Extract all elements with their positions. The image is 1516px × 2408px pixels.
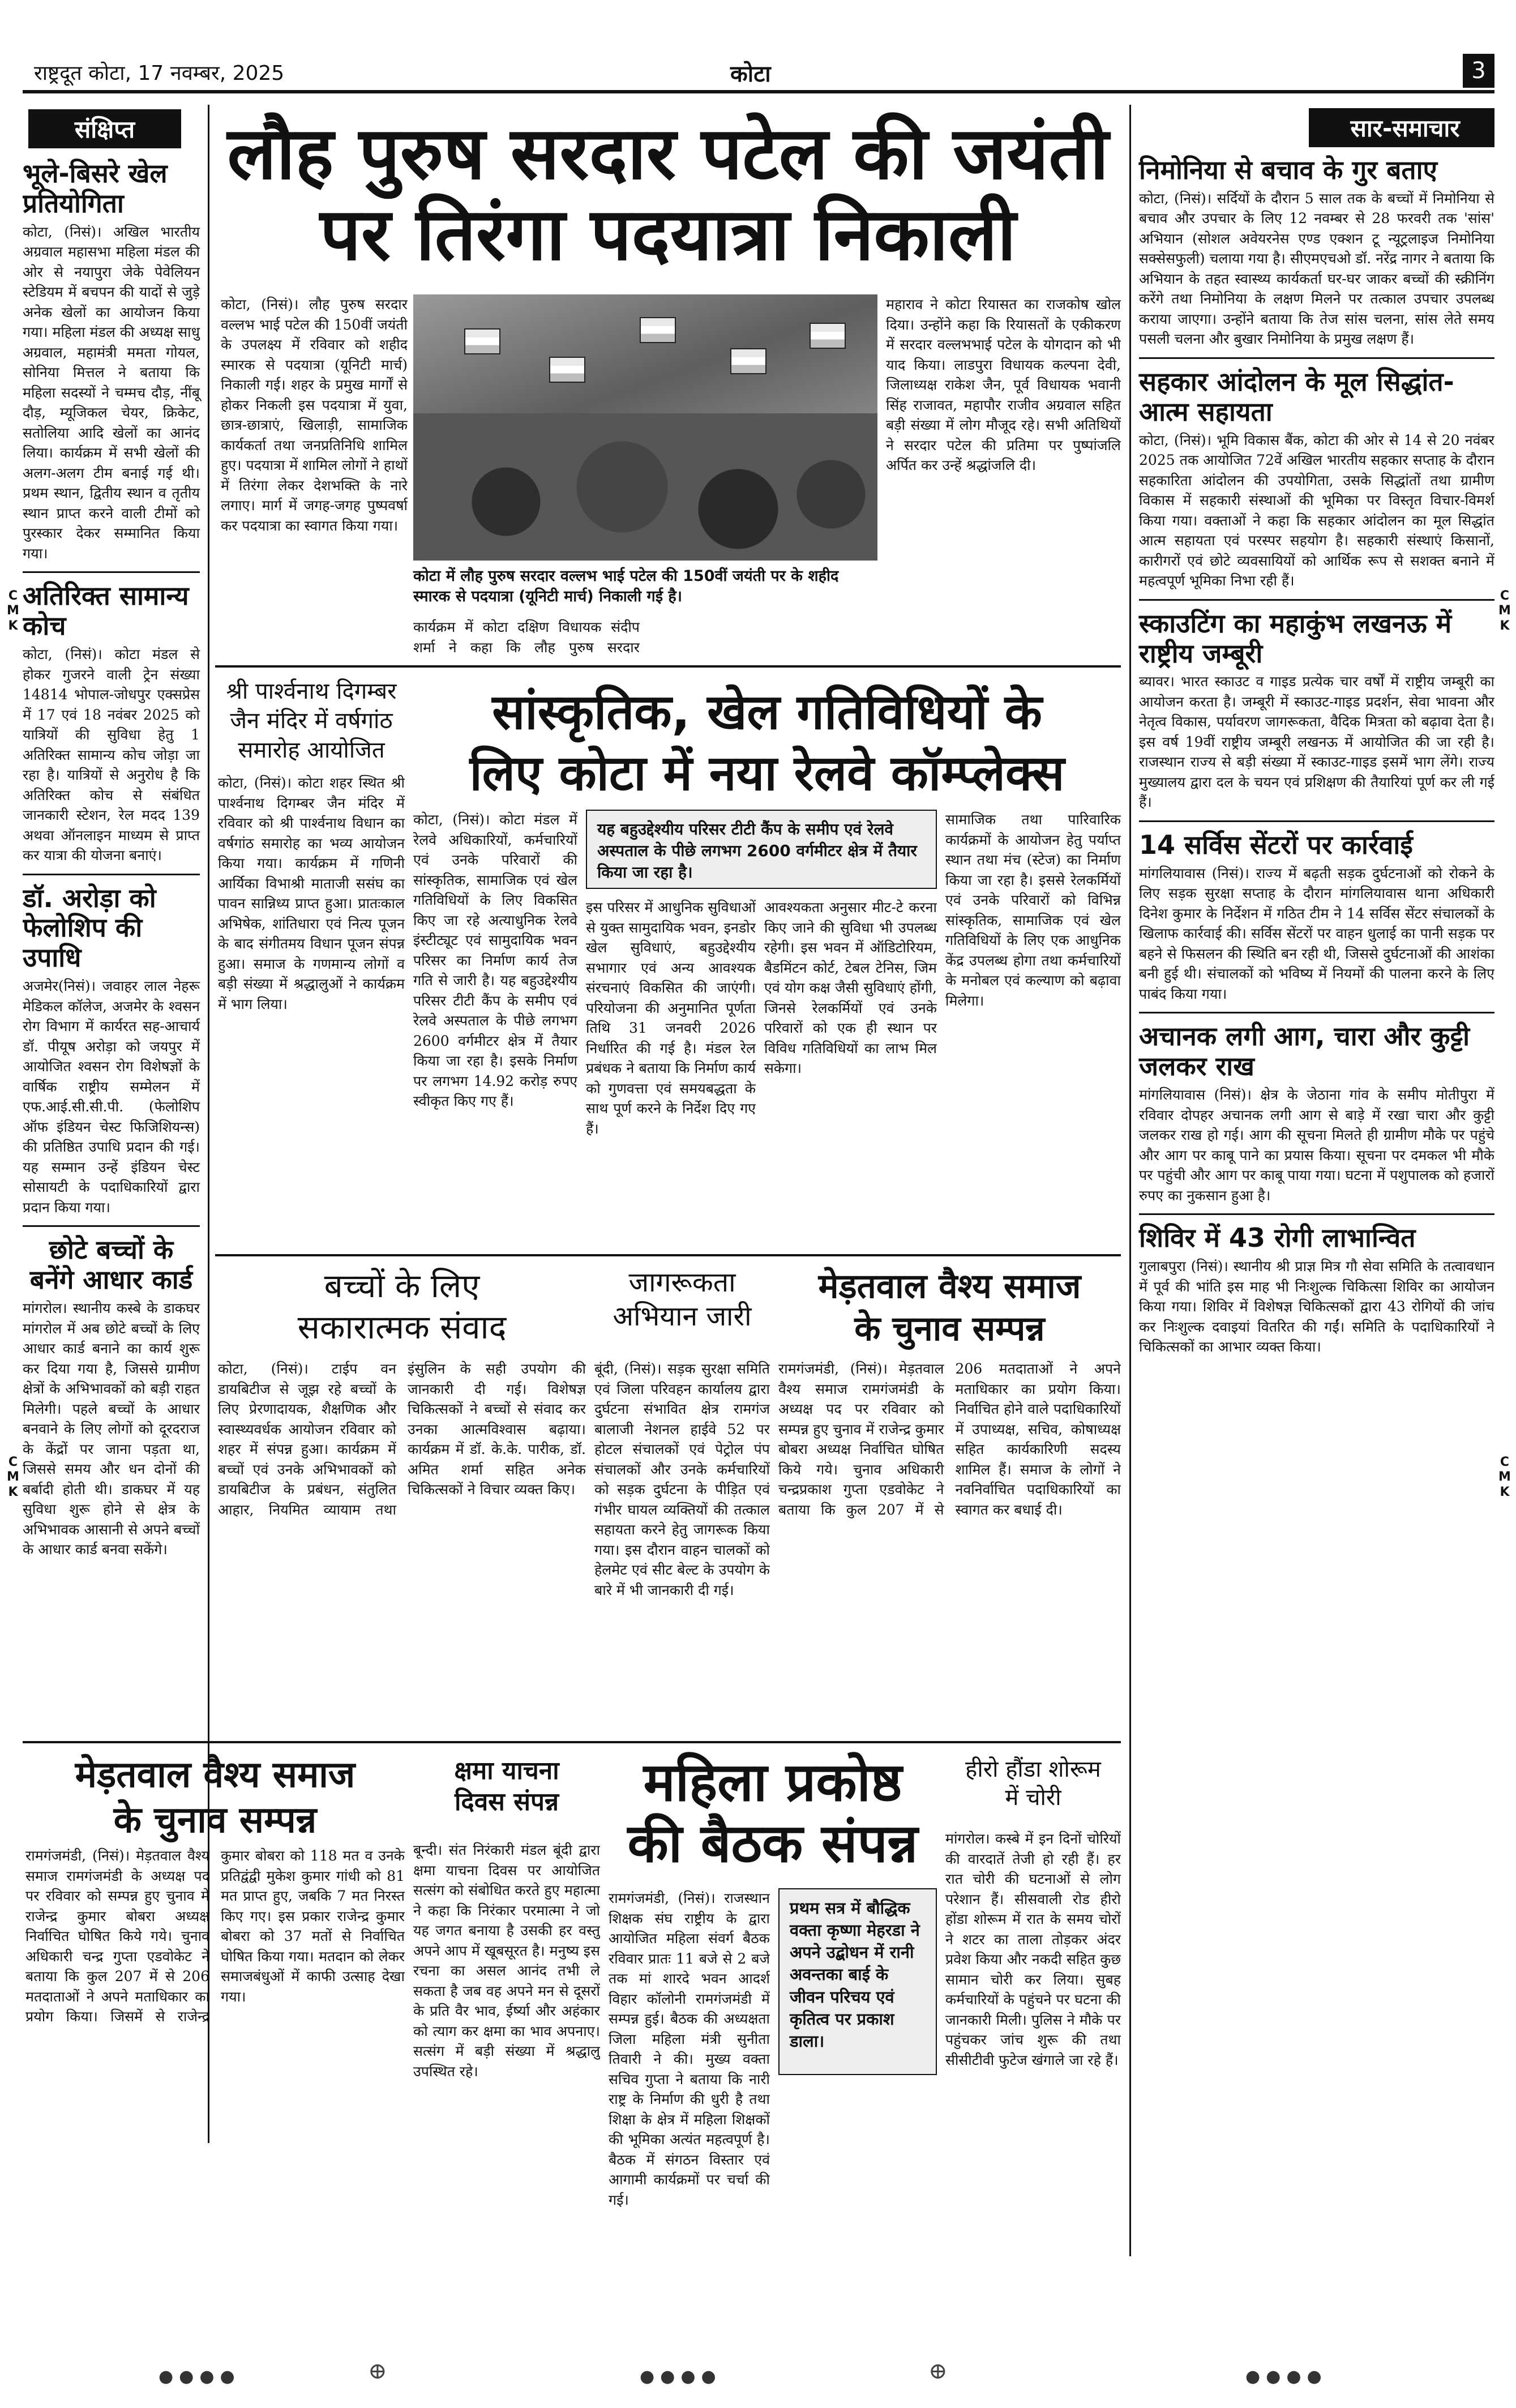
registration-dots: ●●●●: [159, 2367, 241, 2386]
lead-col1: [221, 294, 408, 640]
right-item-text: गुलाबपुरा (निसं)। स्थानीय श्री प्राज्ञ मित्र गौ सेवा समिति के तत्वावधान में पूर्व की भांति इस माह भी निःशुल्क चिकित्सा शिविर का आयोजन किया गया। शिविर में विशेषज्ञ चिकित्सकों द्वारा 43 रोगियों की जांच कर निःशुल्क दवाइयां वितरित की गईं। समिति के पदाधिकारियों ने चिकित्सकों का आभार व्यक्त किया।: [1139, 1258, 1494, 1355]
medtwal2-headline-line1: मेड़तवाल वैश्य समाज: [75, 1754, 356, 1796]
divider: [1139, 1213, 1494, 1215]
flag-icon: [810, 323, 846, 349]
medtwal1-headline-line1: मेड़तवाल वैश्य समाज: [818, 1267, 1081, 1306]
right-item-3: [1139, 609, 1494, 812]
railway-col4-text: सामाजिक तथा पारिवारिक कार्यक्रमों के आयोजन हेतु पर्याप्त स्थान तथा मंच (स्टेज) का निर्माण किया जा रहा है। इससे रेलकर्मियों एवं उनके परिवारों को विभिन्न सांस्कृतिक, सामाजिक एवं खेल गतिविधियों के लिए एक आधुनिक केंद्र उपलब्ध होगा तथा कर्मचारियों के मनोबल एवं कल्याण को बढ़ावा मिलेगा।: [945, 811, 1121, 1009]
children-text: कोटा, (निसं)। टाईप वन डायबिटीज से जूझ रहे बच्चों के लिए प्रेरणादायक, शैक्षणिक और स्वास्थ्यवर्धक आयोजन रविवार को शहर में संपन्न हुआ। कार्यक्रम में बच्चों एवं उनके अभिभावकों को डायबिटीज के प्रबंधन, संतुलित आहार, नियमित व्यायाम तथा इंसुलिन के सही उपयोग की जानकारी दी गई। विशेषज्ञ चिकित्सकों ने बच्चों से संवाद कर उनका आत्मविश्वास बढ़ाया। कार्यक्रम में डॉ. के.के. पारीक, डॉ. अमित शर्मा सहित अनेक चिकित्सकों ने विचार व्यक्त किए।: [218, 1361, 586, 1518]
medtwal2-story: [25, 1846, 405, 2253]
kshama-headline: [413, 1755, 600, 1834]
lead-photo-caption: कोटा में लौह पुरुष सरदार वल्लभ भाई पटेल की 150वीं जयंती पर के शहीद स्मारक से पदयात्रा (यूनिटी मार्च) निकाली गई है।: [413, 567, 839, 606]
cmk-mark-right-top: C M K: [1498, 589, 1511, 633]
medtwal2-headline: [25, 1752, 405, 1841]
right-item-title: 14 सर्विस सेंटरों पर कार्रवाई: [1139, 829, 1413, 860]
right-item-title: निमोनिया से बचाव के गुर बताए: [1139, 155, 1437, 185]
mahila-story-left: [609, 1888, 770, 2253]
hero-story: [945, 1829, 1121, 2253]
left-item-1: [23, 159, 200, 563]
lead-photo: [413, 294, 877, 561]
divider: [1139, 357, 1494, 359]
right-item-1: [1139, 155, 1494, 349]
lead-headline-line2: पर तिरंगा पदयात्रा निकाली: [320, 193, 1016, 277]
mahila-headline-line2: की बैठक संपन्न: [627, 1813, 918, 1875]
lead-headline-line1: लौह पुरुष सरदार पटेल की जयंती: [227, 112, 1109, 196]
right-item-title: शिविर में 43 रोगी लाभान्वित: [1139, 1222, 1416, 1254]
cmk-mark-left-bottom: C M K: [7, 1455, 19, 1499]
lead-col3-text: महाराव ने कोटा रियासत का राजकोष खोल दिया। उन्होंने कहा कि रियासतों के एकीकरण में सरदार वल्लभभाई पटेल के योगदान को भी याद किया। लाडपुरा विधायक कल्पना देवी, जिलाध्यक्ष राकेश जैन, पूर्व विधायक भवानी सिंह राजावत, महापौर राजीव अग्रवाल सहित बड़ी संख्या में लोग मौजूद रहे। सभी अतिथियों ने सरदार पटेल की प्रतिमा पर पुष्पांजलि अर्पित कर उन्हें श्रद्धांजलि दी।: [886, 296, 1121, 473]
left-item-4: [23, 1235, 200, 1559]
left-item-3: [23, 883, 200, 1218]
jagrukta-headline-line1: जागरूकता: [628, 1267, 736, 1298]
cmk-mark-right-bottom: C M K: [1498, 1455, 1511, 1499]
registration-dots: ●●●●: [1245, 2367, 1327, 2386]
masthead: [23, 54, 1494, 93]
crowd-shape: [413, 413, 877, 561]
parshvanath-text: कोटा, (निसं)। कोटा शहर स्थित श्री पार्श्वनाथ दिगम्बर जैन मंदिर में रविवार को श्री पार्श्वनाथ विधान का वर्षगांठ समारोह का भव्य आयोजन किया गया। कार्यक्रम में गणिनी आर्यिका विभाश्री माताजी ससंघ का पावन सान्निध्य प्राप्त हुआ। प्रातःकाल अभिषेक, शांतिधारा एवं नित्य पूजन के बाद संगीतमय विधान पूजन संपन्न हुआ। समाज के गणमान्य लोगों व बड़ी संख्या में श्रद्धालुओं ने कार्यक्रम में भाग लिया।: [218, 775, 405, 1012]
children-headline: [218, 1265, 586, 1350]
flag-icon: [464, 328, 500, 354]
kshama-headline-line2: दिवस संपन्न: [454, 1787, 559, 1816]
railway-col1-text: कोटा, (निसं)। कोटा मंडल में रेलवे अधिकारियों, कर्मचारियों एवं उनके परिवारों की सांस्कृतिक, सामाजिक एवं खेल गतिविधियों के लिए विकसित किए जा रहे अत्याधुनिक रेलवे इंस्टीट्यूट एवं सामुदायिक भवन परिसर का निर्माण कार्य तेज गति से जारी है। यह बहुउद्देश्यीय परिसर टीटी कैंप के समीप एवं रेलवे अस्पताल के पीछे लगभग 2600 वर्गमीटर क्षेत्र में तैयार किया जा रहा है। इसके निर्माण पर लगभग 14.92 करोड़ रुपए स्वीकृत किए गए हैं।: [413, 811, 577, 1109]
jagrukta-text: बूंदी, (निसं)। सड़क सुरक्षा समिति एवं जिला परिवहन कार्यालय द्वारा दुर्घटना संभावित क्षेत्र रामगंज बालाजी नेशनल हाईवे 52 पर होटल संचालकों एवं पेट्रोल पंप संचालकों और उनके कर्मचारियों को सड़क दुर्घटना के पीड़ित एवं गंभीर घायल व्यक्तियों की तत्काल सहायता करने हेतु जागरूक किया गया। इस दौरान वाहन चालकों को हेलमेट एवं सीट बेल्ट के उपयोग के बारे में भी जानकारी दी गई।: [594, 1361, 770, 1598]
medtwal1-text: रामगंजमंडी, (निसं)। मेड़तवाल वैश्य समाज रामगंजमंडी के अध्यक्ष पद पर रविवार को सम्पन्न हुए चुनाव में राजेन्द्र कुमार बोबरा अध्यक्ष निर्वाचित घोषित किये गये। चुनाव अधिकारी चन्द्रप्रकाश गुप्ता एडवोकेट ने बताया कि कुल 207 में से 206 मतदाताओं ने अपने मताधिकार का प्रयोग किया। निर्वाचित होने वाले पदाधिकारियों में उपाध्यक्ष, सचिव, कोषाध्यक्ष सहित कार्यकारिणी सदस्य शामिल हैं। समाज के लोगों ने नवनिर्वाचित पदाधिकारियों का स्वागत कर बधाई दी।: [778, 1361, 1121, 1518]
right-section-tag: सार-समाचार: [1309, 108, 1494, 147]
divider: [1139, 1012, 1494, 1013]
parshvanath-headline: श्री पार्श्वनाथ दिगम्बर जैन मंदिर में वर्षगांठ समारोह आयोजित: [226, 678, 397, 763]
jagrukta-headline: [594, 1265, 770, 1350]
children-story: [218, 1359, 586, 1733]
parshvanath-story: [218, 677, 405, 1248]
medtwal2-text: रामगंजमंडी, (निसं)। मेड़तवाल वैश्य समाज रामगंजमंडी के अध्यक्ष पद पर रविवार को सम्पन्न हुए चुनाव में राजेन्द्र कुमार बोबरा अध्यक्ष निर्वाचित घोषित किये गये। चुनाव अधिकारी चन्द्र गुप्ता एडवोकेट ने बताया कि कुल 207 में से 206 मतदाताओं ने अपने मताधिकार का प्रयोग किया। जिसमें से राजेन्द्र कुमार बोबरा को 118 मत व उनके प्रतिद्वंद्वी मुकेश कुमार गांधी को 81 मत प्राप्त हुए, जबकि 7 मत निरस्त किए गए। इस प्रकार राजेन्द्र कुमार बोबरा को 37 मतों से निर्वाचित घोषित किया गया। मतदान को लेकर समाजबंधुओं में काफी उत्साह देखा गया।: [25, 1847, 405, 2025]
left-section-tag: संक्षिप्त: [28, 109, 181, 148]
right-item-title: अचानक लगी आग, चारा और कुट्टी जलकर राख: [1139, 1021, 1470, 1082]
flag-icon: [549, 357, 585, 383]
right-item-4: [1139, 830, 1494, 1004]
railway-col2: [586, 897, 756, 1246]
crosshair-icon: ⊕: [928, 2358, 948, 2384]
masthead-date: राष्ट्रदूत कोटा, 17 नवम्बर, 2025: [34, 62, 285, 85]
cmk-mark-left-top: C M K: [7, 589, 19, 633]
divider: [215, 1254, 1121, 1256]
medtwal1-headline-line2: के चुनाव सम्पन्न: [854, 1309, 1045, 1349]
divider: [1139, 820, 1494, 822]
right-item-6: [1139, 1223, 1494, 1357]
masthead-city: कोटा: [730, 61, 771, 87]
left-item-text: अजमेर(निसं)। जवाहर लाल नेहरू मेडिकल कॉलेज, अजमेर के श्वसन रोग विभाग में कार्यरत सह-आचार्य डॉ. पीयूष अरोड़ा को जयपुर में आयोजित श्वसन रोग विशेषज्ञों के वार्षिक राष्ट्रीय सम्मेलन में एफ.आई.सी.सी.पी. (फेलोशिप ऑफ इंडियन चेस्ट फिजिशियन्स) की प्रतिष्ठित उपाधि प्रदान की गई। यह सम्मान उन्हें इंडियन चेस्ट सोसायटी के पदाधिकारियों द्वारा प्रदान किया गया।: [23, 978, 200, 1216]
hero-headline-line2: में चोरी: [1005, 1785, 1061, 1811]
flag-icon: [640, 317, 676, 343]
kshama-text: बून्दी। संत निरंकारी मंडल बूंदी द्वारा क्षमा याचना दिवस पर आयोजित सत्संग को संबोधित करते हुए महात्मा ने कहा कि निरंकार परमात्मा ने जो यह जगत बनाया है उसकी हर वस्तु अपने आप में खूबसूरत है। मनुष्य इस रचना का असल आनंद तभी ले सकता है जब वह अपने मन से दूसरों के प्रति वैर भाव, ईर्ष्या और अहंकार को त्याग कर क्षमा का भाव अपनाए। सत्संग में बड़ी संख्या में श्रद्धालु उपस्थित रहे।: [413, 1842, 600, 2080]
divider: [23, 1225, 200, 1227]
lead-col2: [413, 617, 640, 657]
page-number: 3: [1463, 54, 1494, 88]
right-item-title: स्काउटिंग का महाकुंभ लखनऊ में राष्ट्रीय जम्बूरी: [1139, 608, 1452, 669]
railway-headline: [413, 682, 1121, 801]
left-item-2: [23, 581, 200, 865]
right-sidebar: [1129, 105, 1494, 2256]
lead-col2-text: कार्यक्रम में कोटा दक्षिण विधायक संदीप शर्मा ने कहा कि लौह पुरुष सरदार: [413, 619, 640, 656]
railway-headline-line2: लिए कोटा में नया रेलवे कॉम्प्लेक्स: [469, 745, 1065, 802]
kshama-story: [413, 1840, 600, 2253]
crosshair-icon: ⊕: [368, 2358, 387, 2384]
mahila-quote: प्रथम सत्र में बौद्धिक वक्ता कृष्णा मेहरडा ने अपने उद्बोधन में रानी अवन्तका बाई के जीवन परिचय एवं कृतित्व पर प्रकाश डाला।: [778, 1888, 937, 2075]
left-item-text: कोटा, (निसं)। अखिल भारतीय अग्रवाल महासभा महिला मंडल की ओर से नयापुरा जेके पेवेलियन स्टेडियम में बचपन की यादों से जुड़े अनेक खेलों का आयोजन किया गया। महिला मंडल की अध्यक्ष साधु अग्रवाल, महामंत्री ममता गोयल, सोनिया मित्तल ने बताया कि महिला सदस्यों ने चम्मच दौड़, नींबू दौड़, म्यूजिकल चेयर, क्रिकेट, सतोलिया आदि खेलों का आनंद लिया। कार्यक्रम में सभी खेलों की अलग-अलग टीम बनाई गई थी। प्रथम स्थान, द्वितीय स्थान व तृतीय स्थान प्राप्त करने वाली टीमों को पुरस्कार देकर सम्मानित किया गया।: [23, 223, 200, 562]
hero-text: मांगरोल। कस्बे में इन दिनों चोरियों की वारदातें तेजी हो रही हैं। हर रात चोरी की घटनाओं से लोग परेशान हैं। सीसवाली रोड हीरो होंडा शोरूम में रात के समय चोरों ने शटर का ताला तोड़कर अंदर प्रवेश किया और नकदी सहित कुछ सामान चोरी कर लिया। सुबह कर्मचारियों के पहुंचने पर घटना की जानकारी मिली। पुलिस ने मौके पर पहुंचकर जांच शुरू की तथा सीसीटीवी फुटेज खंगाले जा रहे हैं।: [945, 1830, 1121, 2068]
children-headline-line2: सकारात्मक संवाद: [297, 1307, 507, 1346]
right-item-text: कोटा, (निसं)। सर्दियों के दौरान 5 साल तक के बच्चों में निमोनिया से बचाव और उपचार के लिए 12 नवम्बर से 28 फरवरी तक 'सांस' अभियान (सोशल अवेयरनेस एण्ड एक्शन टू न्यूट्रलाइज निमोनिया सक्सेसफुली) चलाया गया है। सीएमएचओ डॉ. नरेंद्र नागर ने बताया कि अभियान के तहत स्वास्थ्य कार्यकर्ता घर-घर जाकर बच्चों की स्क्रीनिंग करेंगे तथा निमोनिया के लक्षण मिलने पर तत्काल उपचार उपलब्ध कराया जाएगा। उन्होंने बताया कि तेज सांस चलना, सांस लेते समय पसली चलना और बुखार निमोनिया के प्रमुख लक्षण हैं।: [1139, 190, 1494, 348]
lead-col3: [886, 294, 1121, 657]
registration-dots: ●●●●: [640, 2367, 722, 2386]
children-headline-line1: बच्चों के लिए: [324, 1267, 480, 1305]
lead-headline: [218, 113, 1118, 283]
hero-headline-line1: हीरो हौंडा शोरूम: [965, 1756, 1101, 1782]
divider: [1139, 599, 1494, 601]
right-item-text: मांगलियावास (निसं)। राज्य में बढ़ती सड़क दुर्घटनाओं को रोकने के लिए सड़क सुरक्षा सप्ताह के दौरान मांगलियावास थाना अधिकारी दिनेश कुमार के निर्देशन में गठित टीम ने 14 सर्विस सेंटर संचालकों के खिलाफ कार्रवाई की। सर्विस सेंटरों पर वाहन धुलाई का पानी सड़क पर बहने से फिसलन की स्थिति बन रही थी, जिससे दुर्घटनाओं की आशंका बनी हुई थी। संचालकों को भविष्य में नियमों की पालना करने के लिए पाबंद किया गया।: [1139, 865, 1494, 1002]
kshama-headline-line1: क्षमा याचना: [454, 1756, 559, 1785]
mahila-headline-line1: महिला प्रकोष्ठ: [643, 1752, 902, 1814]
railway-headline-line1: सांस्कृतिक, खेल गतिविधियों के: [492, 684, 1042, 741]
right-item-text: कोटा, (निसं)। भूमि विकास बैंक, कोटा की ओर से 14 से 20 नवंबर 2025 तक आयोजित 72वें अखिल भारतीय सहकार सप्ताह के दौरान सहकारिता आंदोलन की उपयोगिता, उसके सिद्धांतों तथा ग्रामीण विकास में सहकारी संस्थाओं की भूमिका पर विस्तृत विचार-विमर्श किया गया। वक्ताओं ने कहा कि सहकार आंदोलन का मूल सिद्धांत आत्म सहायता एवं परस्पर सहयोग है। सहकारी संस्थाएं किसानों, कारीगरों एवं छोटे व्यवसायियों को आर्थिक रूप से सशक्त बनाने में महत्वपूर्ण भूमिका निभा रही हैं।: [1139, 431, 1494, 589]
railway-col1: [413, 810, 577, 1246]
divider: [215, 665, 1121, 668]
left-item-text: कोटा, (निसं)। कोटा मंडल से होकर गुजरने वाली ट्रेन संख्या 14814 भोपाल-जोधपुर एक्सप्रेस में 17 एवं 18 नवंबर 2025 को यात्रियों की सुविधा हेतु 1 अतिरिक्त सामान्य कोच जोड़ा जा रहा है। यात्रियों से अनुरोध है कि अतिरिक्त कोच से संबंधित जानकारी स्टेशन, रेल मदद 139 अथवा ऑनलाइन माध्यम से प्राप्त कर यात्रा की योजना बनाएं।: [23, 646, 200, 864]
left-item-title: भूले-बिसरे खेल प्रतियोगिता: [23, 158, 168, 219]
left-item-text: मांगरोल। स्थानीय कस्बे के डाकघर मांगरोल में अब छोटे बच्चों के लिए आधार कार्ड बनाने का कार्य शुरू कर दिया गया है, जिससे ग्रामीण क्षेत्रों के अभिभावकों को बड़ी राहत मिलेगी। पहले बच्चों के आधार बनवाने के लिए लोगों को दूरदराज के केंद्रों पर जाना पड़ता था, जिससे समय और धन दोनों की बर्बादी होती थी। डाकघर में यह सुविधा शुरू होने से क्षेत्र के अभिभावक आसानी से अपने बच्चों के आधार कार्ड बनवा सकेंगे।: [23, 1300, 200, 1558]
jagrukta-story: [594, 1359, 770, 1733]
divider: [23, 1741, 1121, 1743]
right-item-5: [1139, 1021, 1494, 1205]
mahila-headline: [609, 1752, 937, 1883]
left-item-title: अतिरिक्त सामान्य कोच: [23, 580, 189, 641]
right-item-2: [1139, 367, 1494, 591]
right-item-text: मांगलियावास (निसं)। क्षेत्र के जेठाना गांव के समीप मोतीपुरा में रविवार दोपहर अचानक लगी आग से बाड़े में रखा चारा और कुट्टी जलकर राख हो गई। आग की सूचना मिलते ही ग्रामीण मौके पर पहुंचे और आग पर काबू पाने का प्रयास किया। सूचना पर दमकल भी मौके पर पहुंची और आग पर काबू पाया गया। घटना में पशुपालक को हजारों रुपए का नुकसान हुआ है।: [1139, 1087, 1494, 1204]
medtwal1-headline: [778, 1265, 1121, 1350]
mahila-text: रामगंजमंडी, (निसं)। राजस्थान शिक्षक संघ राष्ट्रीय के द्वारा आयोजित महिला संवर्ग बैठक रविवार प्रातः 11 बजे से 2 बजे तक मां शारदे भवन आदर्श विहार कॉलोनी रामगंजमंडी में सम्पन्न हुई। बैठक की अध्यक्षता जिला महिला मंत्री सुनीता तिवारी ने की। मुख्य वक्ता सचिव गुप्ता ने बताया कि नारी राष्ट्र के निर्माण की धुरी है तथा शिक्षा के क्षेत्र में महिला शिक्षकों की भूमिका अत्यंत महत्वपूर्ण है। बैठक में संगठन विस्तार एवं आगामी कार्यक्रमों पर चर्चा की गई।: [609, 1890, 770, 2208]
left-item-title: डॉ. अरोड़ा को फेलोशिप की उपाधि: [23, 882, 156, 973]
railway-col2-text: इस परिसर में आधुनिक सुविधाओं से युक्त सामुदायिक भवन, इनडोर खेल सुविधाएं, बहुउद्देश्यीय सभागार एवं अन्य आवश्यक संरचनाएं विकसित की जाएंगी। परियोजना की अनुमानित पूर्णता तिथि 31 जनवरी 2026 निर्धारित की गई है। मंडल रेल प्रबंधक ने बताया कि निर्माण कार्य को गुणवत्ता एवं समयबद्धता के साथ पूर्ण करने के निर्देश दिए गए हैं।: [586, 899, 756, 1137]
railway-highlight: यह बहुउद्देश्यीय परिसर टीटी कैंप के समीप एवं रेलवे अस्पताल के पीछे लगभग 2600 वर्गमीटर क्षेत्र में तैयार किया जा रहा है।: [586, 810, 937, 889]
medtwal2-headline-line2: के चुनाव सम्पन्न: [113, 1799, 317, 1841]
jagrukta-headline-line2: अभियान जारी: [613, 1301, 752, 1332]
divider: [23, 874, 200, 875]
lead-col1-text: कोटा, (निसं)। लौह पुरुष सरदार वल्लभ भाई पटेल की 150वीं जयंती के उपलक्ष्य में रविवार को शहीद स्मारक से पदयात्रा (यूनिटी मार्च) निकाली गई। शहर के प्रमुख मार्गों से होकर निकली इस पदयात्रा में युवा, छात्र-छात्राएं, खिलाड़ी, सामाजिक कार्यकर्ता तथा जनप्रतिनिधि शामिल हुए। पदयात्रा में शामिल लोगों ने हाथों में तिरंगा लेकर देशभक्ति के नारे लगाए। मार्ग में जगह-जगह पुष्पवर्षा कर पदयात्रा का स्वागत किया गया।: [221, 296, 408, 534]
divider: [23, 571, 200, 573]
medtwal1-story: [778, 1359, 1121, 1733]
railway-col3-text: आवश्यकता अनुसार मीट-टे करना किए जाने की सुविधा भी उपलब्ध रहेगी। इस भवन में ऑडिटोरियम, बैडमिंटन कोर्ट, टेबल टेनिस, जिम एवं योग कक्ष जैसी सुविधाएं होंगी, जिनसे रेलकर्मियों एवं उनके परिवारों को एक ही स्थान पर विविध गतिविधियों का लाभ मिल सकेगा।: [764, 899, 937, 1076]
railway-col4: [945, 810, 1121, 1246]
railway-col3: [764, 897, 937, 1246]
right-item-title: सहकार आंदोलन के मूल सिद्धांत-आत्म सहायता: [1139, 366, 1454, 427]
right-item-text: ब्यावर। भारत स्काउट व गाइड प्रत्येक चार वर्षों में राष्ट्रीय जम्बूरी का आयोजन करता है। जम्बूरी में स्काउट-गाइड प्रदर्शन, सेवा भावना और नेतृत्व विकास, पर्यावरण जागरूकता, वैदिक मित्रता को बढ़ावा देता है। इस वर्ष 19वीं राष्ट्रीय जम्बूरी लखनऊ में आयोजित की जा रही है। राजस्थान राज्य से बड़ी संख्या में स्काउट-गाइड इसमें भाग लेंगे। राज्य मुख्यालय द्वारा दल के चयन एवं प्रशिक्षण की तैयारियां पूर्ण कर ली गई हैं।: [1139, 673, 1494, 811]
left-item-title: छोटे बच्चों के बनेंगे आधार कार्ड: [29, 1234, 193, 1295]
flag-icon: [730, 348, 766, 374]
hero-headline: [945, 1755, 1121, 1823]
